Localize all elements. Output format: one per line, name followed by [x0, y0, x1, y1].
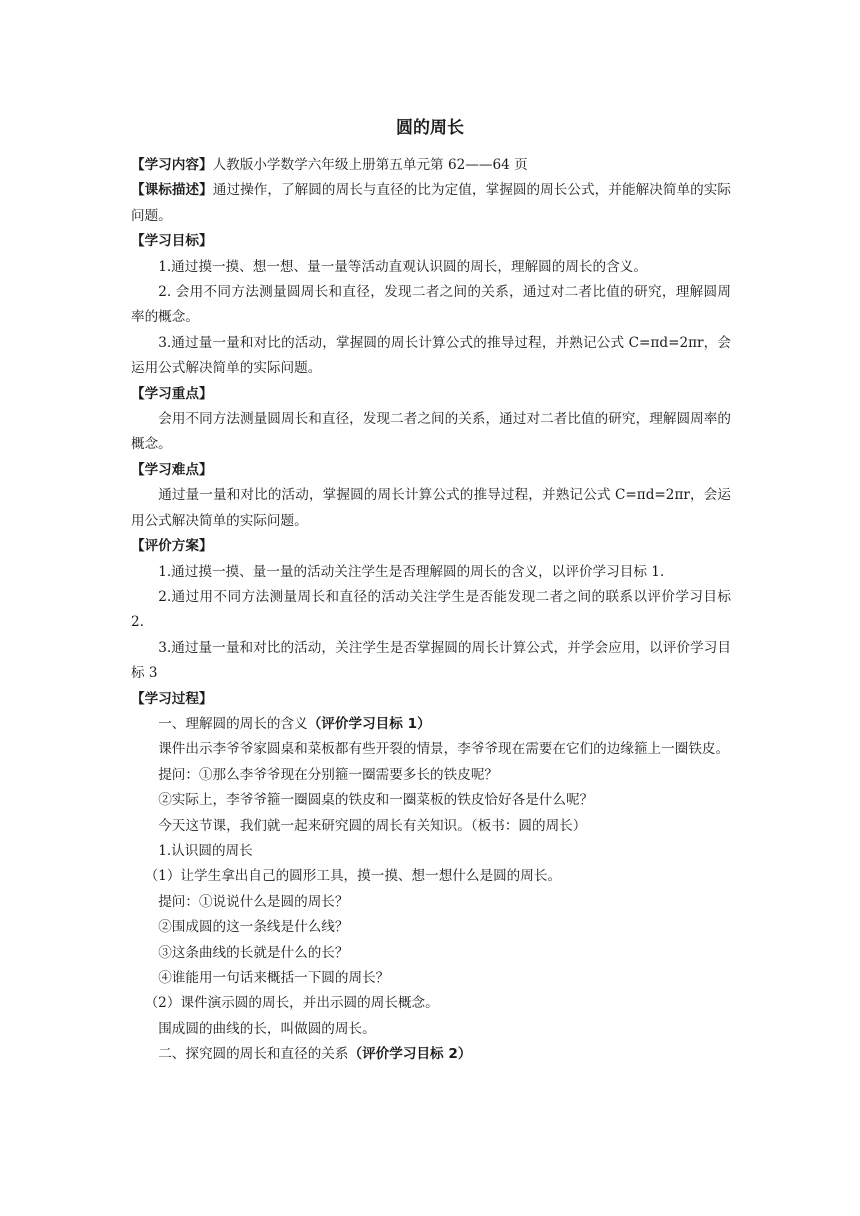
part-one-target: （评价学习目标 1）	[307, 715, 431, 732]
ask-paragraph: ③这条曲线的长就是什么的长？	[158, 944, 349, 961]
document-body	[131, 153, 731, 1068]
courseware-paragraph: 课件出示李爷爷家圆桌和菜板都有些开裂的情景，李爷爷现在需要在它们的边缘箍上一圈铁皮。	[158, 741, 730, 758]
section-label-process: 【学习过程】	[131, 690, 213, 707]
question-paragraph: ②实际上，李爷爷箍一圈圆桌的铁皮和一圈菜板的铁皮恰好各是什么呢？	[158, 792, 594, 809]
today-paragraph: 今天这节课，我们就一起来研究圆的周长有关知识。（板书：圆的周长）	[158, 817, 587, 834]
goal-item: 2. 会用不同方法测量圆周长和直径，发现二者之间的关系，通过对二者比值的研究，理解圆周率的概念。	[131, 284, 731, 326]
evaluation-item: 3.通过量一量和对比的活动，关注学生是否掌握圆的周长计算公式，并学会应用，以评价学习目标 3	[131, 639, 731, 682]
evaluation-item: 2.通过用不同方法测量周长和直径的活动关注学生是否能发现二者之间的联系以评价学习目标 2.	[131, 588, 731, 631]
goal-item: 3.通过量一量和对比的活动，掌握圆的周长计算公式的推导过程，并熟记公式 C=πd=2πr，会运用公式解决简单的实际问题。	[131, 334, 731, 377]
ask-paragraph: ②围成圆的这一条线是什么线？	[158, 919, 349, 936]
difficulty-text: 通过量一量和对比的活动，掌握圆的周长计算公式的推导过程，并熟记公式 C=πd=2πr，会运用公式解决简单的实际问题。	[131, 487, 731, 529]
step-paragraph: （2）课件演示圆的周长，并出示圆的周长概念。	[144, 995, 439, 1012]
section-label-content: 【学习内容】	[131, 157, 213, 173]
part-two-text: 二、探究圆的周长和直径的关系	[158, 1046, 349, 1063]
section-label-difficulty: 【学习难点】	[131, 461, 213, 478]
section-label-evaluation: 【评价方案】	[131, 538, 213, 555]
evaluation-item: 1.通过摸一摸、量一量的活动关注学生是否理解圆的周长的含义，以评价学习目标 1.	[158, 563, 665, 580]
section-label-standard: 【课标描述】	[131, 182, 213, 199]
curriculum-standard	[131, 178, 731, 229]
content-text: 人教版小学数学六年级上册第五单元第 62——64 页	[212, 157, 528, 173]
goal-item: 1.通过摸一摸、想一想、量一量等活动直观认识圆的周长，理解圆的周长的含义。	[158, 258, 647, 275]
section-label-key: 【学习重点】	[131, 385, 213, 402]
part-one-heading	[131, 712, 731, 737]
question-paragraph: 提问：①那么李爷爷现在分别箍一圈需要多长的铁皮呢？	[158, 766, 499, 783]
part-two-heading	[131, 1042, 731, 1067]
standard-text: 通过操作，了解圆的周长与直径的比为定值，掌握圆的周长公式，并能解决简单的实际问题。	[131, 182, 732, 224]
step-paragraph: （1）让学生拿出自己的圆形工具，摸一摸、想一想什么是圆的周长。	[144, 868, 562, 885]
learning-content	[131, 153, 731, 178]
subheading-know-circumference: 1.认识圆的周长	[158, 842, 253, 859]
key-point-text: 会用不同方法测量圆周长和直径，发现二者之间的关系，通过对二者比值的研究，理解圆周率的概念。	[131, 411, 731, 453]
part-one-text: 一、理解圆的周长的含义	[158, 715, 308, 732]
ask-paragraph: 提问：①说说什么是圆的周长？	[158, 893, 349, 910]
ask-paragraph: ④谁能用一句话来概括一下圆的周长？	[158, 970, 390, 986]
page-title: 圆的周长	[396, 118, 464, 138]
part-two-target: （评价学习目标 2）	[348, 1046, 472, 1063]
section-label-goals: 【学习目标】	[131, 233, 213, 250]
definition-paragraph: 围成圆的曲线的长，叫做圆的周长。	[158, 1020, 376, 1037]
